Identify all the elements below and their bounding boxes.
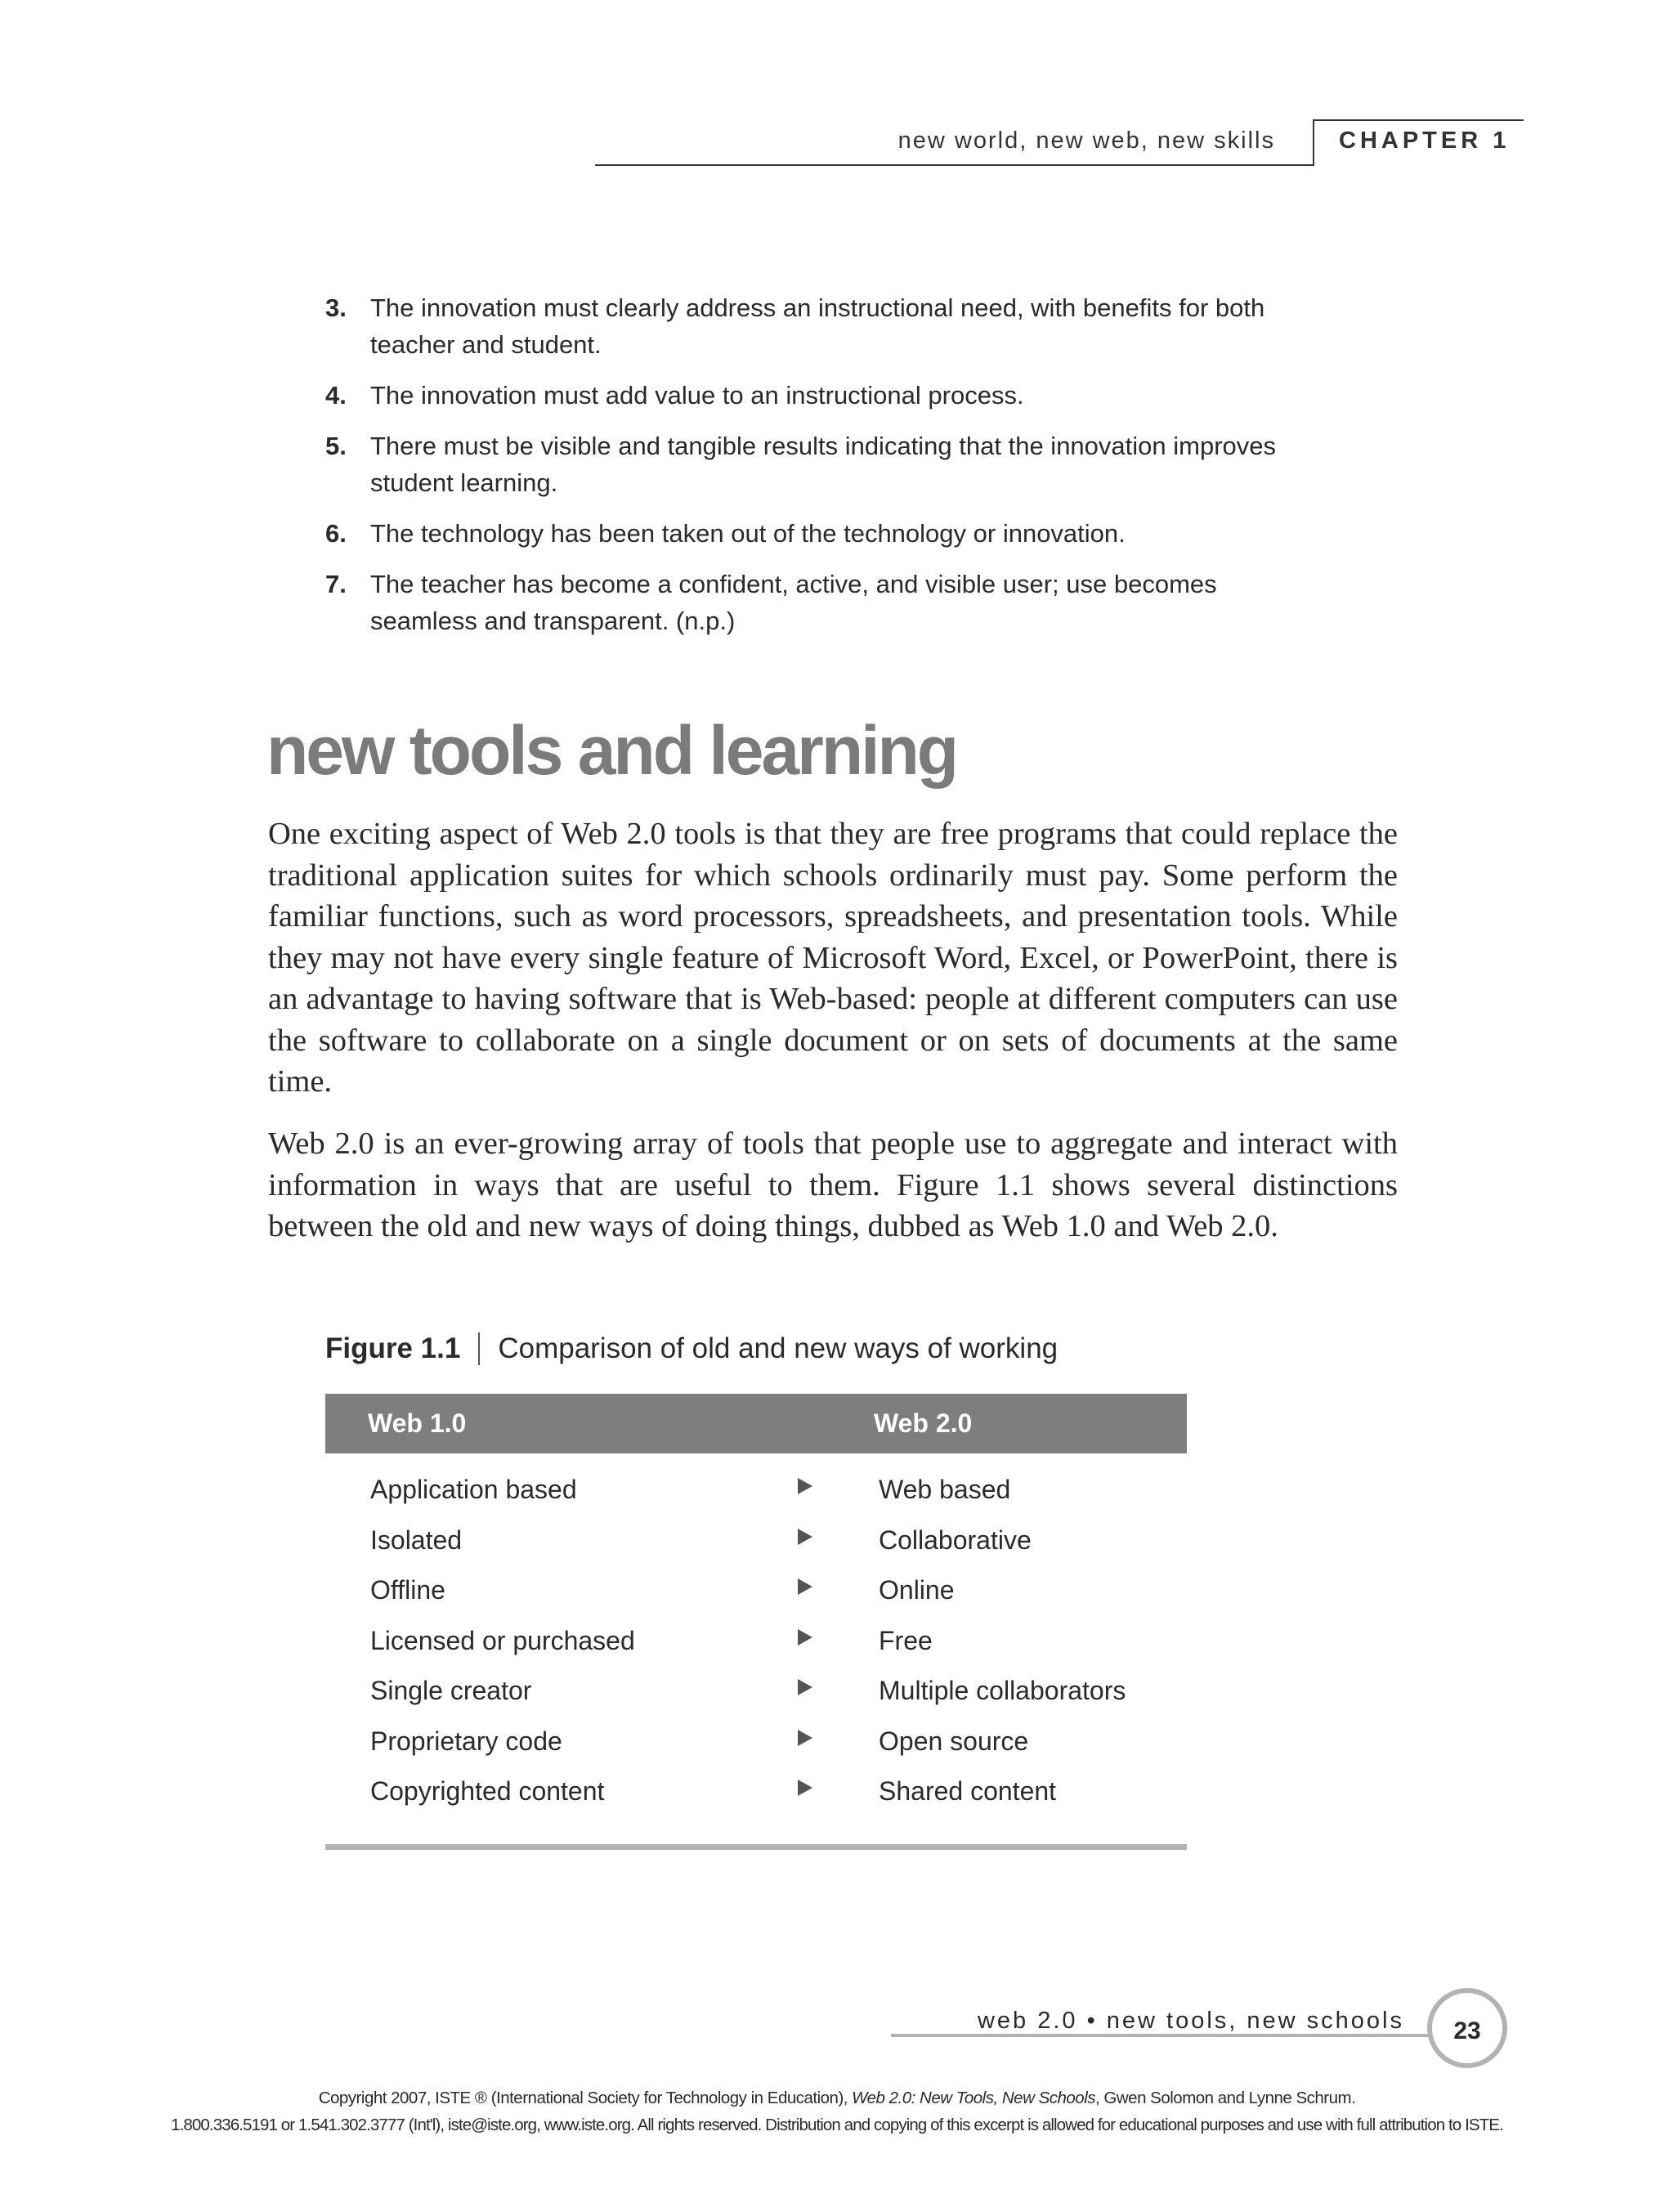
arrow-right-icon [798,1629,812,1646]
web2-cell: Multiple collaborators [879,1676,1126,1705]
list-item [325,428,1306,501]
list-item-text: The teacher has become a confident, active, and visible user; use becomes seamless and transparent. (n.p.) [370,570,1217,635]
copyright-prefix: Copyright 2007, ISTE ® (International Society for Technology in Education), [318,2089,853,2107]
arrow-right-icon [798,1730,812,1746]
list-item-text: There must be visible and tangible results indicating that the innovation improves student learning. [370,432,1277,497]
table-row [325,1525,1187,1576]
web2-cell: Shared content [879,1776,1057,1806]
running-header-title: new world, new web, new skills [897,128,1275,154]
caption-separator [478,1332,480,1365]
copyright-suffix: , Gwen Solomon and Lynne Schrum. [1095,2089,1356,2107]
web1-cell: Copyrighted content [370,1776,605,1806]
chapter-box-side-rule [1313,119,1314,166]
figure-title: Comparison of old and new ways of working [498,1332,1059,1364]
table-row [325,1575,1187,1626]
arrow-right-icon [798,1780,812,1796]
copyright-line [0,2089,1674,2108]
column-header-web2: Web 2.0 [874,1408,973,1438]
list-item-text: The innovation must clearly address an instructional need, with benefits for both teacher and student. [370,293,1265,359]
table-row [325,1676,1187,1726]
web2-cell: Web based [879,1475,1011,1504]
list-item-number: 5. [325,432,347,460]
list-item-number: 6. [325,519,347,548]
book-title: Web 2.0: New Tools, New Schools [852,2089,1096,2107]
page-number: 23 [1453,2017,1481,2044]
chapter-label: CHAPTER 1 [1339,128,1511,154]
list-item-text: The innovation must add value to an instructional process. [370,381,1024,410]
column-header-web1: Web 1.0 [368,1408,467,1438]
chapter-box-top-rule [1314,119,1524,121]
web1-cell: Proprietary code [370,1726,562,1756]
web1-cell: Application based [370,1475,577,1504]
arrow-right-icon [798,1529,812,1545]
figure-label: Figure 1.1 [325,1332,461,1364]
list-item-number: 7. [325,570,347,598]
table-header [325,1394,1187,1453]
web1-cell: Offline [370,1575,445,1605]
running-footer-title: web 2.0 • new tools, new schools [977,2008,1404,2034]
table-row [325,1776,1187,1827]
body-paragraph: Web 2.0 is an ever-growing array of tools that people use to aggregate and interact with information in ways that are useful to them. Figure 1.1 shows several distinctions between the old and new ways of doing things, dubbed as Web 1.0 and Web 2.0. [268,1126,1398,1243]
comparison-table [325,1475,1187,1827]
arrow-right-icon [798,1578,812,1595]
figure-caption [325,1332,1058,1365]
arrow-right-icon [798,1679,812,1695]
web2-cell: Open source [879,1726,1029,1756]
numbered-list [325,289,1306,653]
web1-cell: Licensed or purchased [370,1625,635,1655]
list-item [325,566,1306,639]
table-row [325,1475,1187,1525]
web1-cell: Isolated [370,1525,463,1555]
header-rule [595,164,1314,166]
table-row [325,1726,1187,1777]
body-paragraph: One exciting aspect of Web 2.0 tools is that they are free programs that could replace the traditional application suites for which schools ordinarily must pay. Some perform the familiar functions, such as word processors, spreadsheets, and presentation tools. While they may not have every single feature of Microsoft Word, Excel, or PowerPoint, there is an advantage to having software that is Web-based: people at different computers can use the software to collaborate on a single document or on sets of documents at the same time. [268,817,1398,1099]
list-item-text: The technology has been taken out of the technology or innovation. [370,519,1126,548]
table-row [325,1626,1187,1677]
list-item [325,377,1306,414]
web2-cell: Free [879,1625,933,1655]
table-bottom-rule [325,1844,1187,1850]
web2-cell: Collaborative [879,1525,1032,1555]
contact-line: 1.800.336.5191 or 1.541.302.3777 (Int'l), iste@iste.org, www.iste.org. All rights reserved. Distribution and copying of this excerpt is allowed for educational purposes and use with full attribution to ISTE. [171,2116,1503,2134]
web2-cell: Online [879,1575,955,1605]
list-item [325,515,1306,552]
section-heading: new tools and learning [266,712,957,789]
arrow-right-icon [798,1478,812,1494]
web1-cell: Single creator [370,1676,532,1705]
list-item-number: 3. [325,293,347,322]
list-item [325,289,1306,363]
list-item-number: 4. [325,381,347,410]
